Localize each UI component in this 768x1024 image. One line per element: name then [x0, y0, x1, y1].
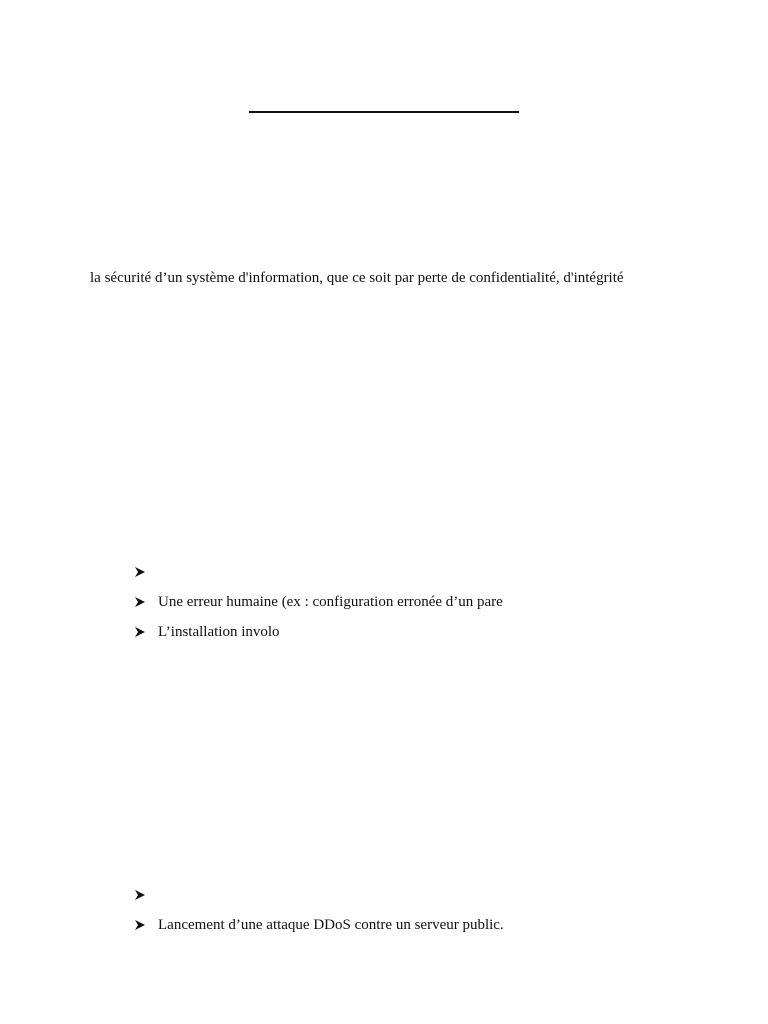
arrowhead-bullet-icon [134, 919, 146, 931]
bullet-list-attacks [134, 880, 694, 940]
list-item-text: Une erreur humaine (ex : configuration erronée d’un pare [158, 593, 503, 610]
arrowhead-bullet-icon [134, 566, 146, 578]
list-item [134, 880, 694, 910]
bullet-list-causes [134, 557, 694, 647]
list-item [134, 910, 694, 940]
list-item [134, 587, 694, 617]
list-item [134, 557, 694, 587]
list-item-text: L’installation involo [158, 623, 280, 640]
intro-paragraph: la sécurité d’un système d'information, que ce soit par perte de confidentialité, d'intégrité [90, 270, 624, 286]
arrowhead-bullet-icon [134, 889, 146, 901]
arrowhead-bullet-icon [134, 626, 146, 638]
arrowhead-bullet-icon [134, 596, 146, 608]
title-underline [249, 111, 519, 113]
list-item-text: Lancement d’une attaque DDoS contre un serveur public. [158, 916, 504, 933]
list-item [134, 617, 694, 647]
